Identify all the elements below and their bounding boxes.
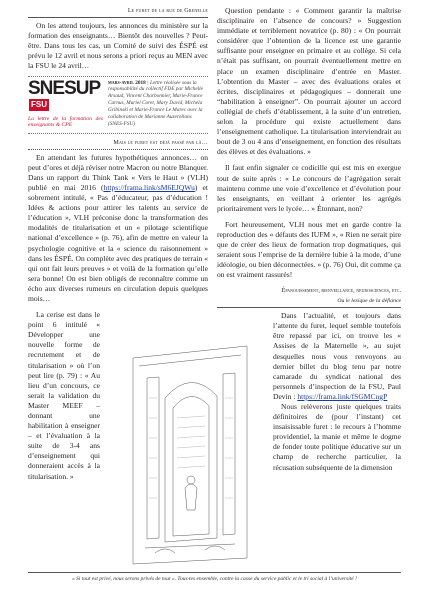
paragraph: Il faut enfin signaler ce codicille qui est mis en exergue tout de suite après : « Le concours de l’agrégation serait maintenu comme une voie d’excellence et d’évolution pour les enseignants, en veillant à orienter les agrégés prioritairement vers le lycée… » Étonnant, non? xyxy=(217,163,401,213)
building-sketch xyxy=(110,338,270,570)
paragraph: En attendant les futures hypothétiques annonces… on peut d’ores et déjà réviser notre Macron ou notre Blanquer. Dans un rapport du Think Tank « Vers le Haut » (VLH) publié en mai 2016 (https://frama.link/sM6EJQWu) et sobrement intitulé, « Pas d’éducateur, pas d’éducation ! Idées & actions pour attirer les talents au service de l’éducation », VLH préconise donc la transformation des modalités de titularisation et un « pilotage scientifique national d’excellence » (p. 76), afin de mettre en valeur la psychologie cognitive et la « science du raisonnement » dans les ÉSPÉ. On complète avec des pratiques de terrain « qui ont fait leurs preuves » et voilà de la formation qu’elle sera bonne! On est bien obligés de reconnaître comme un écho aux diverses rumeurs en circulation depuis quelques mois… xyxy=(28,152,208,303)
paragraph: Question pendante : « Comment garantir la maîtrise disciplinaire en l’absence de concours? » Suggestion immédiate et terriblement novatrice (p. 80) : « On pourrait considérer que l’obtention de la licence est une garantie suffisante pour enseigner en primaire et au collège. Si cela n’était pas suffisant, on pourrait éventuellement mettre en place un examen disciplinaire d’entrée en Master. L’obtention du Master – avec des évaluations orales et écrites, disciplinaires et pédagogiques – donnerait une “habilitation à enseigner”. On pourrait ajouter un accord collégial de chefs d’établissement, à la suite d’un entretien, selon la procédure qui existe actuellement dans l’enseignement catholique. La titularisation interviendrait au bout de 3 ou 4 ans d’enseignement, en fonction des résultats des élèves et des évaluations. » xyxy=(217,6,401,157)
snesup-logo: SNESUPFSU La lettre de la formation des enseignants & CPE xyxy=(28,77,103,129)
paragraph: Fort heureusement, VLH nous met en garde contre la reproduction des « défauts des IUFM », « Rien ne serait pire que de créer des lieux de formation trop dogmatiques, qui seraient sous l’emprise de la dernière lubie à la mode, d’une idéologie, ou bien déconnectées. » (p. 76) Oui, dit comme ça on est vraiment rassurés! xyxy=(217,219,401,280)
link-rapport[interactable]: https://frama.link/sM6EJQWu xyxy=(103,182,195,192)
paragraph: Nous relèverons juste quelques traits définitoires de (pour l’instant) cet insaisissable furet : le recours à l’homme providentiel, la manie et même le dogme de fonder toute politique éducative sur un champ de recherche particulier, la récusation subséquente de la dimension xyxy=(273,401,401,472)
footer-slogan: « Si tout est privé, nous serons privés de tout ». Tous·tes ensemble, contre la casse du service public et le tri social à l’université ! xyxy=(28,572,401,582)
rubric-epanouissement: Épanouissement, bienveillance, neurosciences, etc. xyxy=(281,288,401,295)
paragraph: Dans l’actualité, et toujours dans l’attente du furet, lequel semble toutefois être repassé par ici, on trouve les « Assises de la Maternelle », au sujet desquelles nous vous renvoyons au dernier billet du blog tenu par notre camarade du syndicat national des personnels d’inspection de la FSU, Paul Devin : https://frama.link/fSGMCugP xyxy=(273,311,401,401)
rubric-sub: Ou le lexique de la défiance xyxy=(217,296,401,308)
credit-box xyxy=(28,76,208,134)
rubric-mais-le-furet: Mais le furet est déjà passé par là… xyxy=(28,138,208,150)
paragraph: La cerise est dans le point 6 intitulé « Développer une nouvelle forme de recrutement et de titularisation » où l’on peut lire (p. 79) : « Au lieu d’un concours, ce serait la validation du Master MEEF – donnant une habilitation à enseigner – et l’évaluation à la suite de 3-4 ans d’enseignement qui donneraient accès à la titularisation. » xyxy=(28,310,100,481)
link-blog[interactable]: https://frama.link/fSGMCugP xyxy=(297,391,388,401)
paragraph: On les attend toujours, les annonces du ministère sur la formation des enseignants… Bientôt des nouvelles ? Peut-être. Dans tous les cas, un Comité de suivi des ÉSPÉ est prévu le 12 avril et nous serons a priori reçus au MEN avec la FSU le 24 avril… xyxy=(28,21,208,71)
rubric-furet: Le furet de la rue de Grenelle xyxy=(28,6,208,18)
credit-text: mars-avril 2018 | Lettre réalisée sous la responsabilité du collectif FDE par Michelle Arsaud, Vincent Charbonnier, Marie-France Carnus, Muriel Coret, Mary David, Michela Gribinski et Marie-France Le Marec avec la collaboration de Marianne Auzerollans (SNES-FSU) xyxy=(108,79,203,127)
